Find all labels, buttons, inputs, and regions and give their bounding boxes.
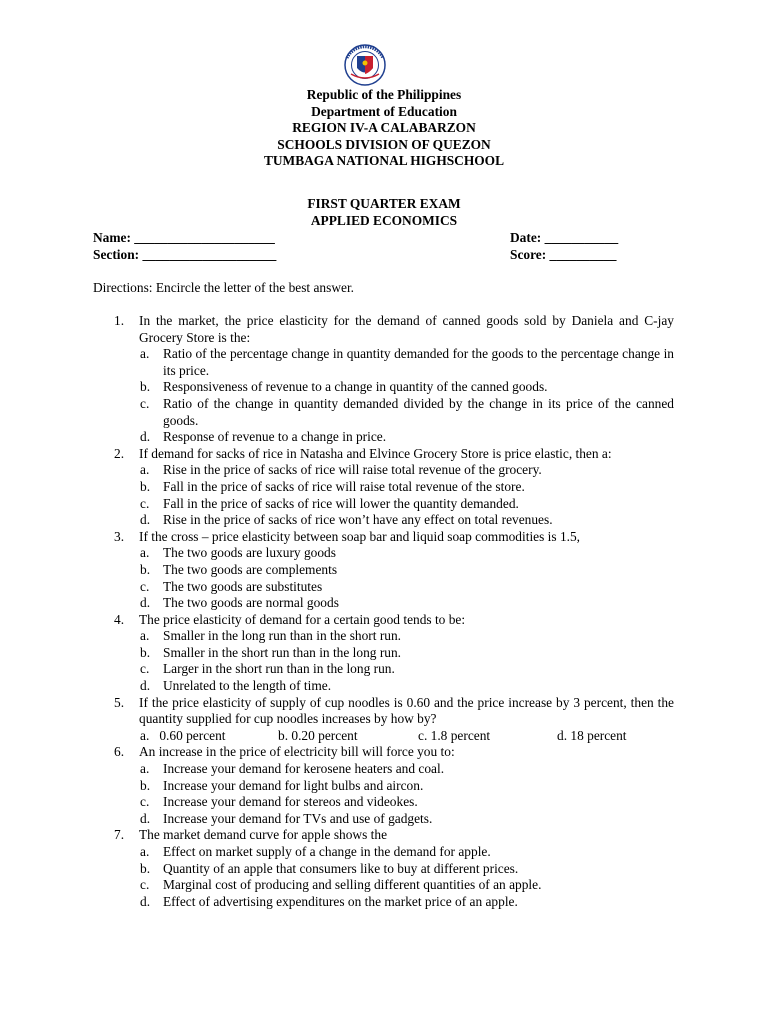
answer-option xyxy=(0,579,768,596)
option-letter: c. xyxy=(140,495,150,511)
option-text: Rise in the price of sacks of rice will raise total revenue of the grocery. xyxy=(163,462,542,478)
header-line-division: SCHOOLS DIVISION OF QUEZON xyxy=(277,136,491,152)
answer-option xyxy=(0,778,768,795)
option-text: Ratio of the change in quantity demanded divided by the change in its price of the canned goods. xyxy=(163,395,674,428)
answer-option xyxy=(0,811,768,828)
question-text: In the market, the price elasticity for the demand of canned goods sold by Daniela and C-jay Grocery Store is the: xyxy=(139,313,674,345)
option-letter: d. xyxy=(140,678,151,694)
date-field: Date: ___________ xyxy=(510,230,619,245)
header-line-region: REGION IV-A CALABARZON xyxy=(292,120,476,136)
option-letter: d. xyxy=(140,595,151,611)
option-text: Response of revenue to a change in price. xyxy=(163,429,387,445)
option-letter: d. xyxy=(140,429,151,445)
question-text: If demand for sacks of rice in Natasha and Elvince Grocery Store is price elastic, then a: xyxy=(139,445,612,461)
option-text: Smaller in the short run than in the long run. xyxy=(163,644,402,660)
option-text: Smaller in the long run than in the short run. xyxy=(163,628,402,644)
answer-option xyxy=(0,346,768,379)
question-item xyxy=(0,446,768,463)
option-text: Increase your demand for TVs and use of gadgets. xyxy=(163,810,433,826)
deped-seal-icon xyxy=(335,44,395,86)
answer-option xyxy=(0,512,768,529)
answer-option xyxy=(0,396,768,429)
inline-option: b. 0.20 percent xyxy=(278,727,358,743)
inline-option: d. 18 percent xyxy=(557,727,627,743)
header-line-republic: Republic of the Philippines xyxy=(306,87,462,102)
option-text: Marginal cost of producing and selling different quantities of an apple. xyxy=(163,877,542,893)
answer-option xyxy=(0,844,768,861)
option-letter: b. xyxy=(140,777,151,793)
option-text: Increase your demand for kerosene heaters and coal. xyxy=(163,761,445,777)
option-letter: d. xyxy=(140,893,151,909)
option-text: Increase your demand for stereos and videokes. xyxy=(163,794,418,810)
option-letter: a. xyxy=(140,346,150,362)
question-text: The market demand curve for apple shows the xyxy=(139,827,388,843)
exam-title-block xyxy=(0,196,768,229)
answer-option xyxy=(0,894,768,911)
question-text: An increase in the price of electricity bill will force you to: xyxy=(139,744,455,760)
option-text: Responsiveness of revenue to a change in quantity of the canned goods. xyxy=(163,379,548,395)
answer-option xyxy=(0,645,768,662)
option-letter: c. xyxy=(140,794,150,810)
inline-option: a. 0.60 percent xyxy=(140,727,226,743)
question-number: 3. xyxy=(114,528,125,544)
question-item xyxy=(0,744,768,761)
option-letter: a. xyxy=(140,761,150,777)
question-number: 5. xyxy=(114,694,125,710)
option-letter: c. xyxy=(140,395,150,411)
answer-option xyxy=(0,379,768,396)
question-item xyxy=(0,529,768,546)
option-text: Effect of advertising expenditures on the market price of an apple. xyxy=(163,893,518,909)
option-letter: b. xyxy=(140,379,151,395)
option-letter: c. xyxy=(140,578,150,594)
answer-option xyxy=(0,877,768,894)
question-number: 6. xyxy=(114,744,125,760)
option-letter: c. xyxy=(140,661,150,677)
inline-answer-options xyxy=(0,728,768,745)
question-number: 2. xyxy=(114,445,125,461)
question-item xyxy=(0,612,768,629)
answer-option xyxy=(0,479,768,496)
option-text: The two goods are luxury goods xyxy=(163,545,336,561)
option-letter: b. xyxy=(140,478,151,494)
answer-option xyxy=(0,462,768,479)
option-text: The two goods are normal goods xyxy=(163,595,339,611)
option-text: Ratio of the percentage change in quantity demanded for the goods to the percentage change in its price. xyxy=(163,346,674,378)
option-text: Rise in the price of sacks of rice won’t have any effect on total revenues. xyxy=(163,512,553,528)
answer-option xyxy=(0,628,768,645)
answer-option xyxy=(0,861,768,878)
option-letter: a. xyxy=(140,545,150,561)
exam-title: FIRST QUARTER EXAM xyxy=(307,196,461,211)
option-letter: d. xyxy=(140,512,151,528)
answer-option xyxy=(0,595,768,612)
header-line-school: TUMBAGA NATIONAL HIGHSCHOOL xyxy=(263,153,505,169)
option-letter: a. xyxy=(140,462,150,478)
option-letter: c. xyxy=(140,877,150,893)
inline-option: c. 1.8 percent xyxy=(418,727,491,743)
option-text: The two goods are complements xyxy=(163,561,338,577)
question-item xyxy=(0,695,768,728)
answer-option xyxy=(0,429,768,446)
answer-option xyxy=(0,761,768,778)
option-text: Unrelated to the length of time. xyxy=(163,678,332,694)
answer-option xyxy=(0,562,768,579)
question-text: If the cross – price elasticity between soap bar and liquid soap commodities is 1.5, xyxy=(139,528,581,544)
name-field: Name: _____________________ xyxy=(93,230,275,245)
answer-option xyxy=(0,545,768,562)
option-letter: b. xyxy=(140,860,151,876)
question-item xyxy=(0,827,768,844)
directions: Directions: Encircle the letter of the best answer. xyxy=(93,280,355,295)
header-line-department: Department of Education xyxy=(311,103,457,119)
answer-option xyxy=(0,678,768,695)
section-field: Section: ____________________ xyxy=(93,247,277,262)
option-text: Fall in the price of sacks of rice will raise total revenue of the store. xyxy=(163,478,525,494)
question-item xyxy=(0,313,768,346)
option-text: Effect on market supply of a change in the demand for apple. xyxy=(163,844,491,859)
question-text: The price elasticity of demand for a certain good tends to be: xyxy=(139,611,466,627)
question-number: 7. xyxy=(114,827,125,843)
option-letter: a. xyxy=(140,628,150,644)
option-text: Increase your demand for light bulbs and aircon. xyxy=(163,777,424,793)
exam-subject: APPLIED ECONOMICS xyxy=(310,212,458,228)
score-field: Score: __________ xyxy=(510,247,617,262)
option-text: The two goods are substitutes xyxy=(163,578,323,594)
option-text: Fall in the price of sacks of rice will lower the quantity demanded. xyxy=(163,495,519,511)
option-letter: b. xyxy=(140,644,151,660)
question-number: 1. xyxy=(114,313,125,328)
option-letter: b. xyxy=(140,561,151,577)
answer-option xyxy=(0,496,768,513)
school-header xyxy=(0,87,768,170)
option-letter: a. xyxy=(140,844,150,859)
option-text: Larger in the short run than in the long run. xyxy=(163,661,395,677)
option-text: Quantity of an apple that consumers like to buy at different prices. xyxy=(163,860,519,876)
question-list xyxy=(0,313,768,910)
question-number: 4. xyxy=(114,611,125,627)
answer-option xyxy=(0,794,768,811)
answer-option xyxy=(0,661,768,678)
question-text: If the price elasticity of supply of cup noodles is 0.60 and the price increase by 3 percent, then the quantity supplied for cup noodles increases by how by? xyxy=(139,694,674,727)
option-letter: d. xyxy=(140,810,151,826)
